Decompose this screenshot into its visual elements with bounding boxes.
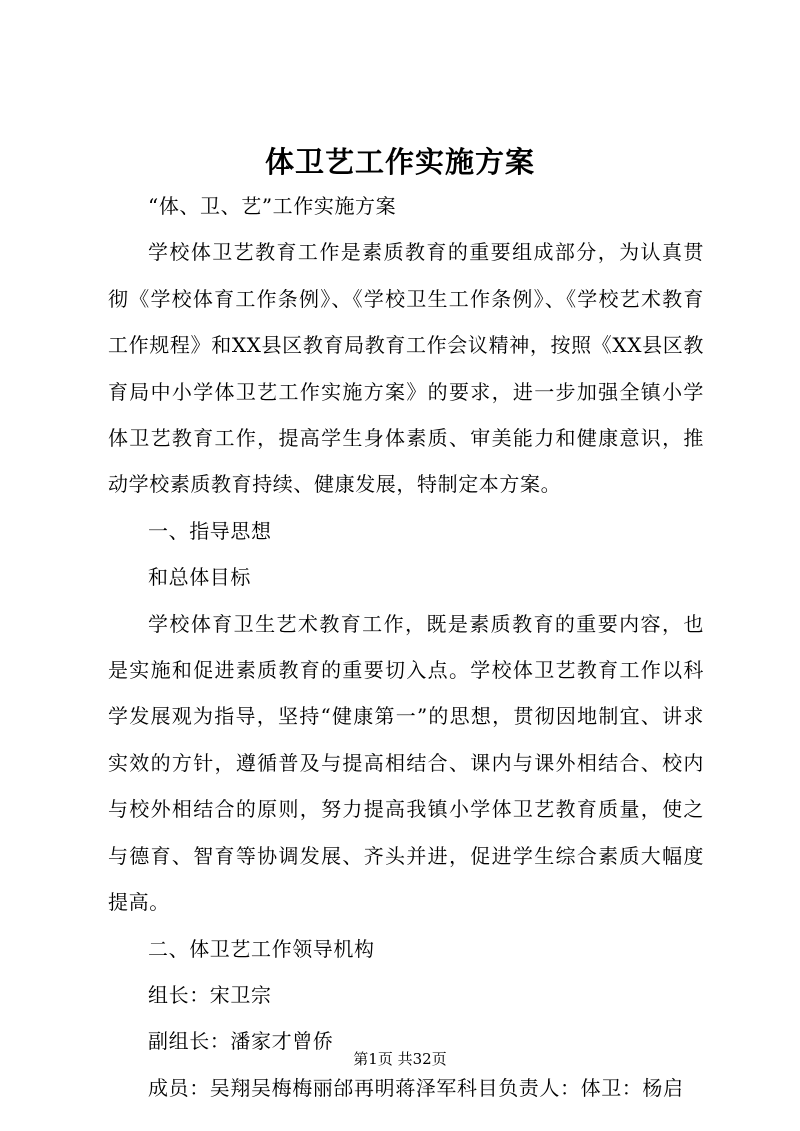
document-body (108, 183, 704, 1111)
document-title: 体卫艺工作实施方案 (264, 145, 535, 179)
page-footer: 第1页 共32页 (353, 1050, 447, 1068)
guiding-principle-paragraph: 学校体育卫生艺术教育工作，既是素质教育的重要内容，也是实施和促进素质教育的重要切入点。学校体卫艺教育工作以科学发展观为指导，坚持“健康第一”的思想，贯彻因地制宜、讲求实效的方针，遵循普及与提高相结合、课内与课外相结合、校内与校外相结合的原则，努力提高我镇小学体卫艺教育质量，使之与德育、智育等协调发展、齐头并进，促进学生综合素质大幅度提高。 (108, 611, 704, 915)
members-line: 成员：吴翔吴梅梅丽邰再明蒋泽军科目负责人：体卫：杨启 (148, 1075, 684, 1100)
intro-paragraph: 学校体卫艺教育工作是素质教育的重要组成部分，为认真贯彻《学校体育工作条例》、《学校卫生工作条例》、《学校艺术教育工作规程》和XX县区教育局教育工作会议精神，按照《XX县区教育局中小学体卫艺工作实施方案》的要求，进一步加强全镇小学体卫艺教育工作，提高学生身体素质、审美能力和健康意识，推动学校素质教育持续、健康发展，特制定本方案。 (108, 240, 704, 497)
section-heading-1-continued: 和总体目标 (148, 565, 251, 590)
leader-line: 组长：宋卫宗 (148, 982, 272, 1007)
section-heading-2: 二、体卫艺工作领导机构 (148, 936, 375, 961)
subtitle-paragraph: “体、卫、艺”工作实施方案 (148, 194, 397, 218)
deputy-leader-line: 副组长：潘家才曾侨 (148, 1029, 334, 1054)
section-heading-1: 一、指导思想 (148, 518, 272, 543)
